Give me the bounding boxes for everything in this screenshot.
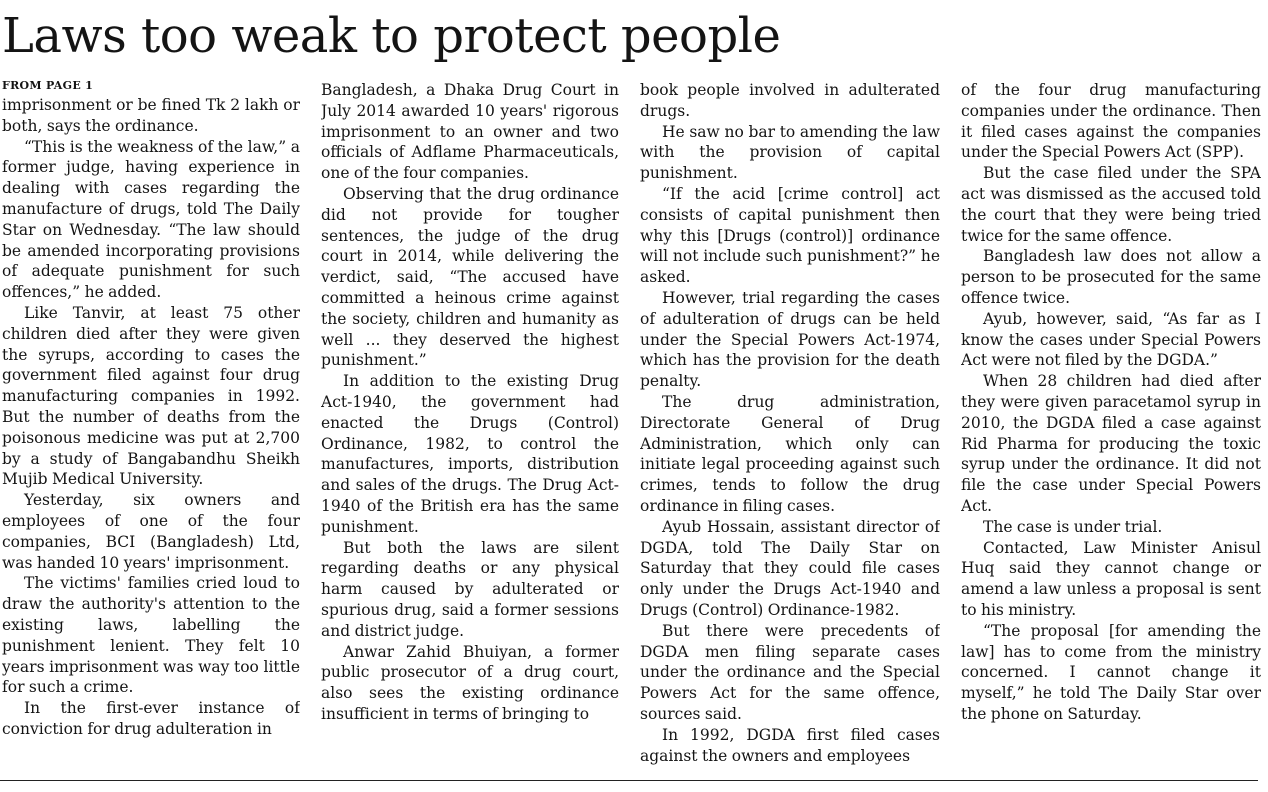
- paragraph: He saw no bar to amending the law with the provision of capital punishment.: [640, 122, 940, 183]
- paragraph: “The proposal [for amending the law] has to come from the ministry concerned. I cannot change it myself,” he told The Daily Star over the phone on Saturday.: [961, 621, 1261, 723]
- paragraph: Yesterday, six owners and employees of one of the four companies, BCI (Bangladesh) Ltd, was handed 10 years' imprisonment.: [2, 491, 300, 572]
- paragraph: The drug administration, Directorate General of Drug Administration, which only can initiate legal proceeding against such crimes, tends to follow the drug ordinance in filing cases.: [640, 392, 940, 515]
- paragraph: In 1992, DGDA first filed cases against the owners and employees: [640, 725, 940, 765]
- bottom-rule: [0, 780, 1258, 781]
- paragraph: of the four drug manufacturing companies under the ordinance. Then it filed cases against the companies under the Special Powers Act (SPP).: [961, 81, 1261, 162]
- paragraph: Like Tanvir, at least 75 other children died after they were given the syrups, according to cases the government filed against four drug manufacturing companies in 1992. But the number of deaths from the poisonous medicine was put at 2,700 by a study of Bangabandhu Sheikh Mujib Medical University.: [2, 303, 300, 489]
- paragraph: Bangladesh law does not allow a person to be prosecuted for the same offence twice.: [961, 247, 1261, 307]
- paragraph: But the case filed under the SPA act was dismissed as the accused told the court that they were being tried twice for the same offence.: [961, 164, 1261, 245]
- paragraph: book people involved in adulterated drugs.: [640, 81, 940, 120]
- paragraph: Ayub Hossain, assistant director of DGDA, told The Daily Star on Saturday that they could file cases only under the Drugs Act-1940 and Drugs (Control) Ordinance-1982.: [640, 517, 940, 619]
- paragraph: Bangladesh, a Dhaka Drug Court in July 2014 awarded 10 years' rigorous imprisonment to an owner and two officials of Adflame Pharmaceuticals, one of the four companies.: [321, 81, 619, 183]
- paragraph: The victims' families cried loud to draw the authority's attention to the existing laws, labelling the punishment lenient. They felt 10 years imprisonment was way too little for such a crime.: [2, 574, 300, 697]
- column-4: [961, 80, 1261, 770]
- paragraph: Anwar Zahid Bhuiyan, a former public prosecutor of a drug court, also sees the existing ordinance insufficient in terms of bringing to: [321, 642, 619, 723]
- paragraph: Contacted, Law Minister Anisul Huq said they cannot change or amend a law unless a proposal is sent to his ministry.: [961, 538, 1261, 619]
- column-3: [640, 80, 940, 770]
- jump-kicker: FROM PAGE 1: [2, 80, 94, 92]
- paragraph: In the first-ever instance of conviction for drug adulteration in: [2, 699, 300, 738]
- paragraph: “If the acid [crime control] act consists of capital punishment then why this [Drugs (control)] ordinance will not include such punishment?” he asked.: [640, 184, 940, 287]
- paragraph: “This is the weakness of the law,” a former judge, having experience in dealing with cases regarding the manufacture of drugs, told The Daily Star on Wednesday. “The law should be amended incorporating provisions of adequate punishment for such offences,” he added.: [2, 137, 300, 302]
- paragraph: Ayub, however, said, “As far as I know the cases under Special Powers Act were not filed by the DGDA.”: [961, 309, 1261, 370]
- headline: Laws too weak to protect people: [2, 8, 781, 64]
- column-1: [2, 80, 300, 770]
- paragraph: Observing that the drug ordinance did not provide for tougher sentences, the judge of the drug court in 2014, while delivering the verdict, said, “The accused have committed a heinous crime against the society, children and humanity as well ... they deserved the highest punishment.”: [321, 184, 619, 370]
- paragraph: The case is under trial.: [983, 517, 1163, 536]
- paragraph: In addition to the existing Drug Act-1940, the government had enacted the Drugs (Control) Ordinance, 1982, to control the manufactures, imports, distribution and sales of the drugs. The Drug Act-1940 of the British era has the same punishment.: [321, 372, 619, 536]
- paragraph: When 28 children had died after they were given paracetamol syrup in 2010, the DGDA filed a case against Rid Pharma for producing the toxic syrup under the ordinance. It did not file the case under Special Powers Act.: [961, 372, 1261, 515]
- paragraph: But there were precedents of DGDA men filing separate cases under the ordinance and the Special Powers Act for the same offence, sources said.: [640, 621, 940, 723]
- article-body: [2, 80, 1262, 770]
- paragraph: However, trial regarding the cases of adulteration of drugs can be held under the Special Powers Act-1974, which has the provision for the death penalty.: [640, 288, 940, 391]
- column-2: [321, 80, 619, 770]
- paragraph: But both the laws are silent regarding deaths or any physical harm caused by adulterated or spurious drug, said a former sessions and district judge.: [321, 538, 619, 640]
- paragraph: imprisonment or be fined Tk 2 lakh or both, says the ordinance.: [2, 96, 300, 135]
